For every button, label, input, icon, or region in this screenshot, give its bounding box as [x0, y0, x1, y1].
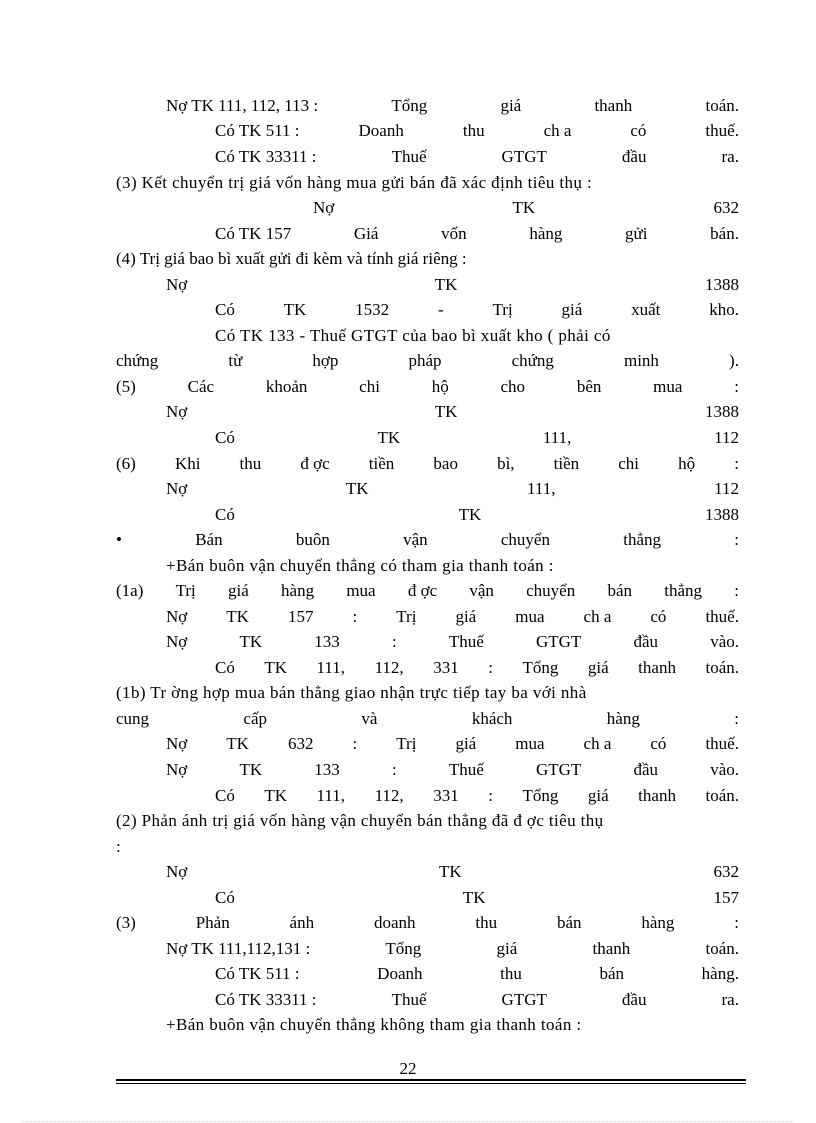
text-line: (6) Khi thu đ ợc tiền bao bì, tiền chi hộ :: [116, 454, 739, 473]
text-line: (3) Phản ánh doanh thu bán hàng :: [116, 913, 739, 932]
text-line: Có TK 111, 112: [215, 428, 739, 447]
text-line: • Bán buôn vận chuyển thẳng :: [116, 530, 739, 549]
text-line: Có TK 511 : Doanh thu ch a có thuế.: [215, 121, 739, 140]
text-line: Nợ TK 1388: [166, 275, 739, 294]
text-line: Có TK 157: [215, 888, 739, 907]
text-line: Nợ TK 111, 112, 113 : Tổng giá thanh toán.: [166, 96, 739, 115]
footer-rule-thin: [116, 1083, 746, 1084]
text-line: chứng từ hợp pháp chứng minh ).: [116, 351, 739, 370]
text-line: Nợ TK 632: [313, 198, 739, 217]
text-line: Nợ TK 632 : Trị giá mua ch a có thuế.: [166, 734, 739, 753]
text-line: Có TK 111, 112, 331 : Tổng giá thanh toán.: [215, 786, 739, 805]
footer-rule-thick: [116, 1079, 746, 1081]
text-line: Nợ TK 632: [166, 862, 739, 881]
text-line: +Bán buôn vận chuyển thẳng có tham gia thanh toán :: [166, 556, 554, 575]
text-line: Có TK 1388: [215, 505, 739, 524]
text-line: +Bán buôn vận chuyển thẳng không tham gia thanh toán :: [166, 1015, 582, 1034]
text-line: (3) Kết chuyển trị giá vốn hàng mua gửi bán đã xác định tiêu thụ :: [116, 173, 593, 192]
text-line: Có TK 111, 112, 331 : Tổng giá thanh toán.: [215, 658, 739, 677]
text-line: Có TK 133 - Thuế GTGT của bao bì xuất kho ( phải có: [215, 326, 611, 345]
text-line: Nợ TK 111,112,131 : Tổng giá thanh toán.: [166, 939, 739, 958]
text-line: Nợ TK 133 : Thuế GTGT đầu vào.: [166, 760, 739, 779]
text-line: :: [116, 837, 122, 856]
text-line: (1a) Trị giá hàng mua đ ợc vận chuyển bán thẳng :: [116, 581, 739, 600]
text-line: Có TK 157 Giá vốn hàng gửi bán.: [215, 224, 739, 243]
text-line: Có TK 33311 : Thuế GTGT đầu ra.: [215, 990, 739, 1009]
text-line: Có TK 33311 : Thuế GTGT đầu ra.: [215, 147, 739, 166]
text-line: Nợ TK 157 : Trị giá mua ch a có thuế.: [166, 607, 739, 626]
text-line: (5) Các khoản chi hộ cho bên mua :: [116, 377, 739, 396]
page-number: 22: [399, 1059, 417, 1078]
text-line: Có TK 1532 - Trị giá xuất kho.: [215, 300, 739, 319]
text-line: Nợ TK 1388: [166, 402, 739, 421]
text-line: Nợ TK 111, 112: [166, 479, 739, 498]
text-line: cung cấp và khách hàng :: [116, 709, 739, 728]
text-line: Có TK 511 : Doanh thu bán hàng.: [215, 964, 739, 983]
text-line: Nợ TK 133 : Thuế GTGT đầu vào.: [166, 632, 739, 651]
text-line: (1b) Tr ờng hợp mua bán thẳng giao nhận trực tiếp tay ba với nhà: [116, 683, 587, 702]
text-line: (4) Trị giá bao bì xuất gửi đi kèm và tính giá riêng :: [116, 249, 467, 268]
page-edge-dotted-line: [22, 1121, 794, 1122]
text-line: (2) Phản ánh trị giá vốn hàng vận chuyển bán thẳng đã đ ợc tiêu thụ: [116, 811, 604, 830]
